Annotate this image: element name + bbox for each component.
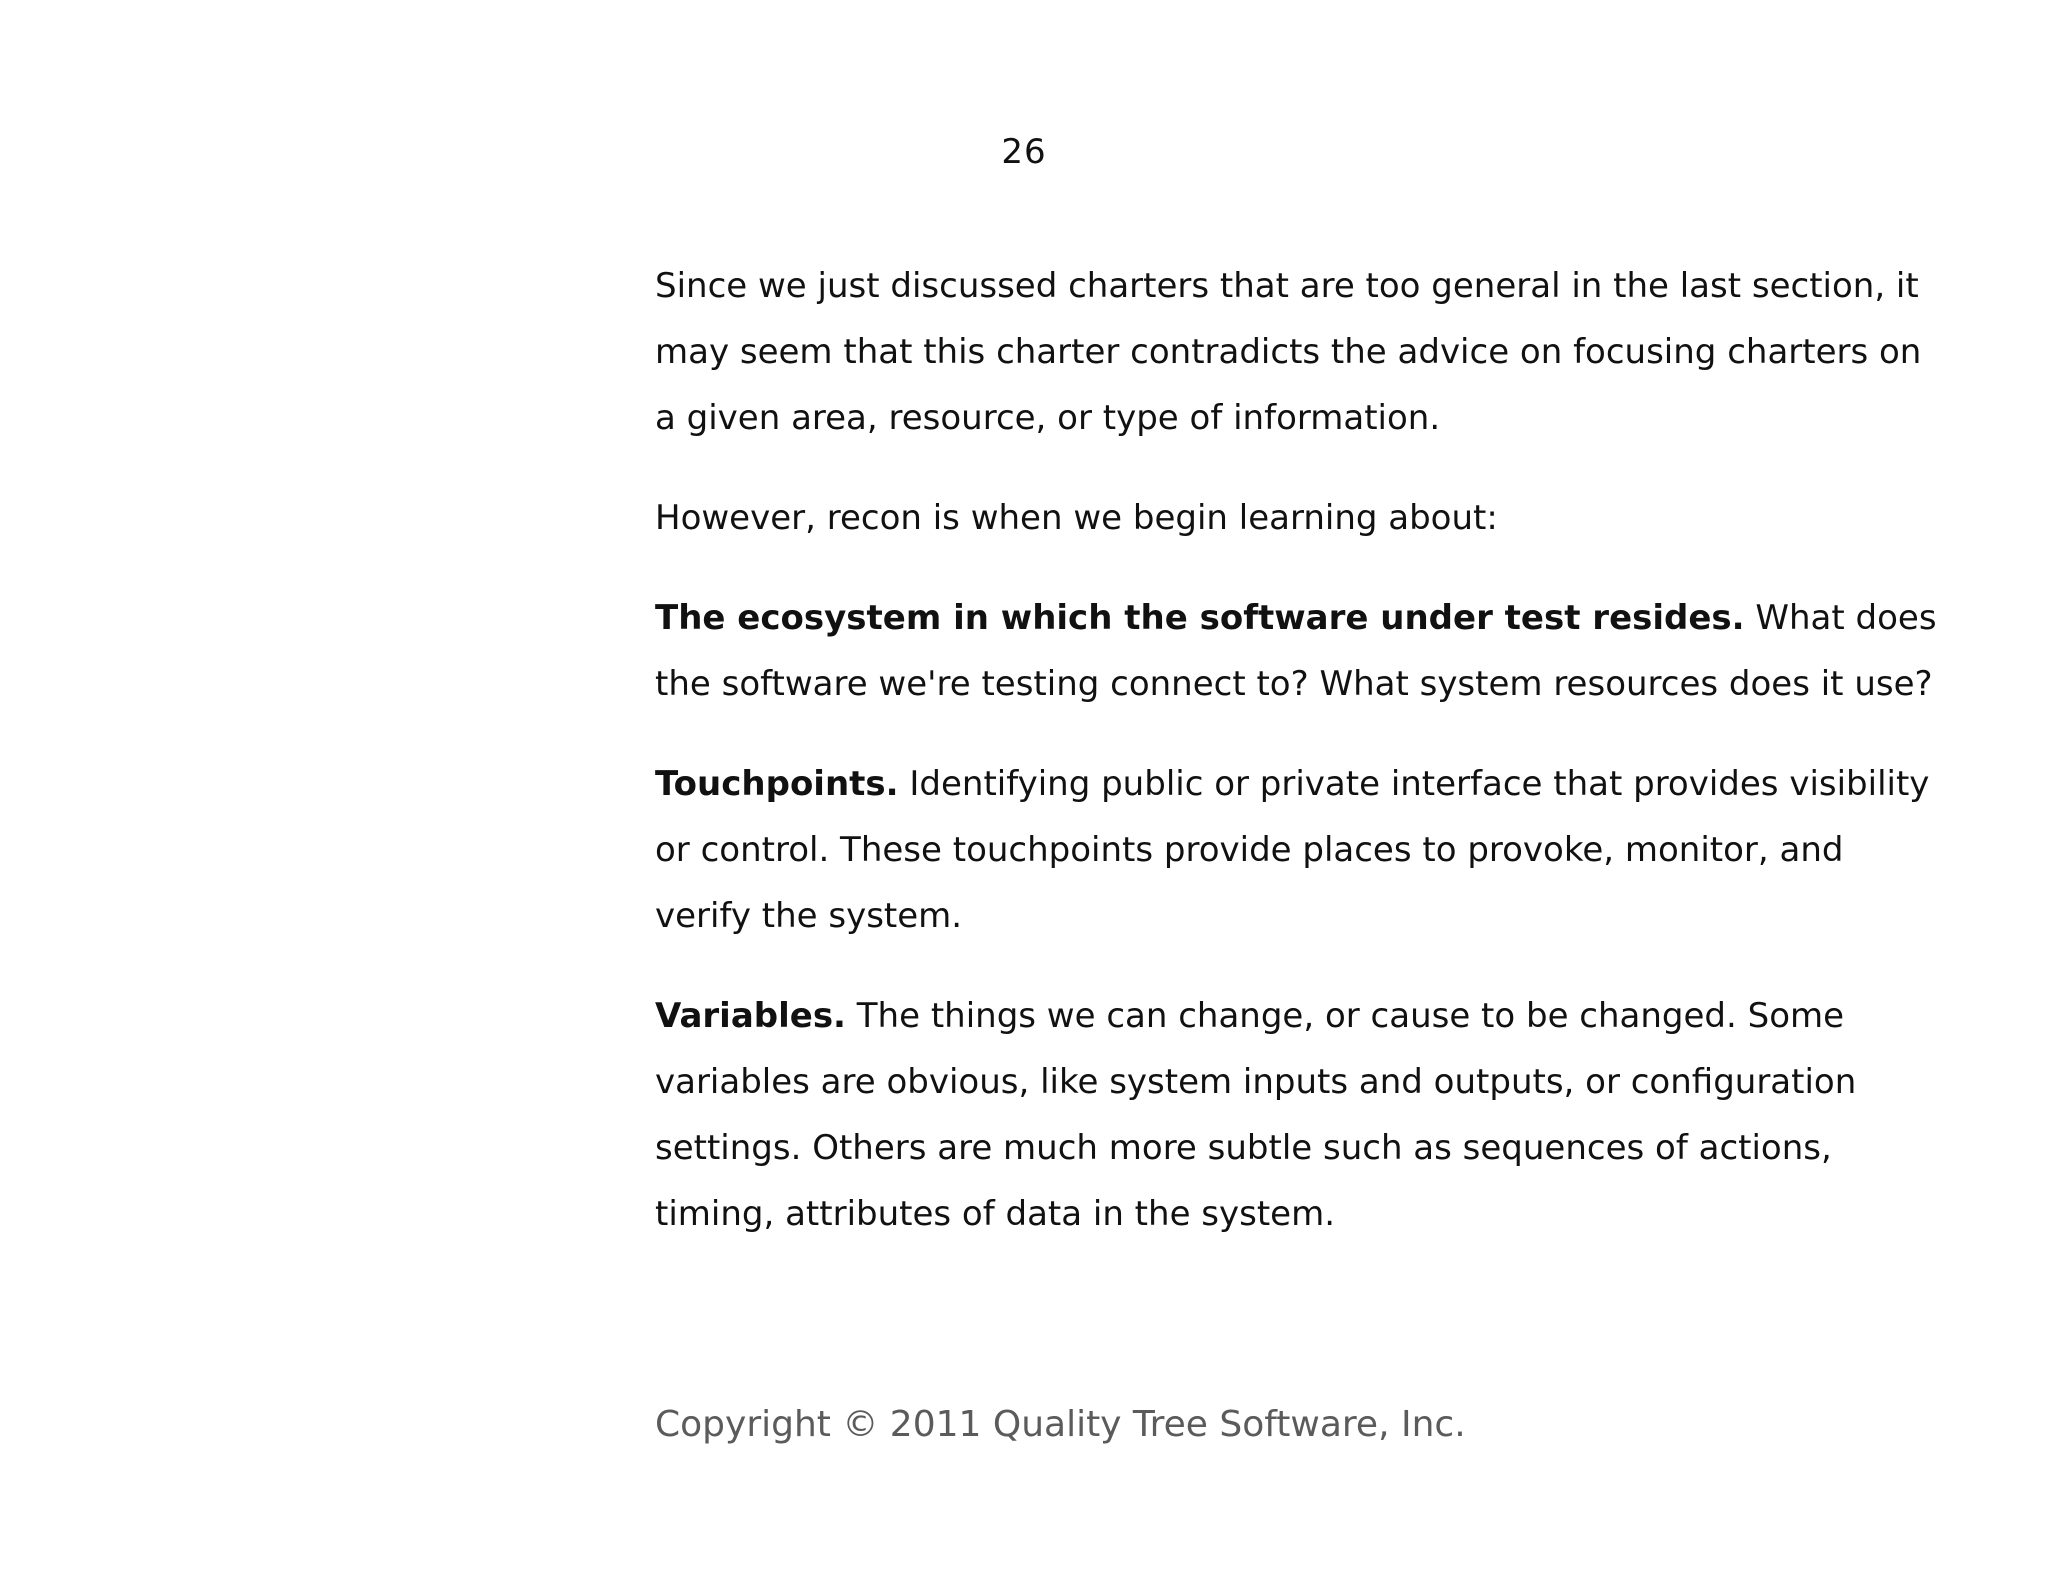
paragraph-2-text: However, recon is when we begin learning about: (655, 498, 1498, 538)
paragraph-variables (655, 983, 1945, 1247)
ecosystem-heading: The ecosystem in which the software under test resides. (655, 598, 1745, 638)
paragraph-1 (655, 253, 1945, 451)
copyright-footer: Copyright © 2011 Quality Tree Software, Inc. (655, 1404, 1466, 1445)
paragraph-ecosystem (655, 585, 1945, 717)
paragraph-touchpoints (655, 751, 1945, 949)
variables-text: The things we can change, or cause to be changed. Some variables are obvious, like system inputs and outputs, or configuration settings. Others are much more subtle such as sequences of actions, timing, attributes of data in the system. (655, 996, 1857, 1234)
paragraph-2 (655, 485, 1945, 551)
paragraph-1-text: Since we just discussed charters that are too general in the last section, it may seem that this charter contradicts the advice on focusing charters on a given area, resource, or type of information. (655, 266, 1922, 438)
page-number: 26 (1001, 132, 1047, 172)
touchpoints-heading: Touchpoints. (655, 764, 899, 804)
document-body (655, 253, 1945, 1281)
variables-heading: Variables. (655, 996, 846, 1036)
ecosystem-text: What does the software we're testing connect to? What system resources does it use? (655, 598, 1937, 704)
touchpoints-text: Identifying public or private interface that provides visibility or control. These touchpoints provide places to provoke, monitor, and verify the system. (655, 764, 1930, 936)
